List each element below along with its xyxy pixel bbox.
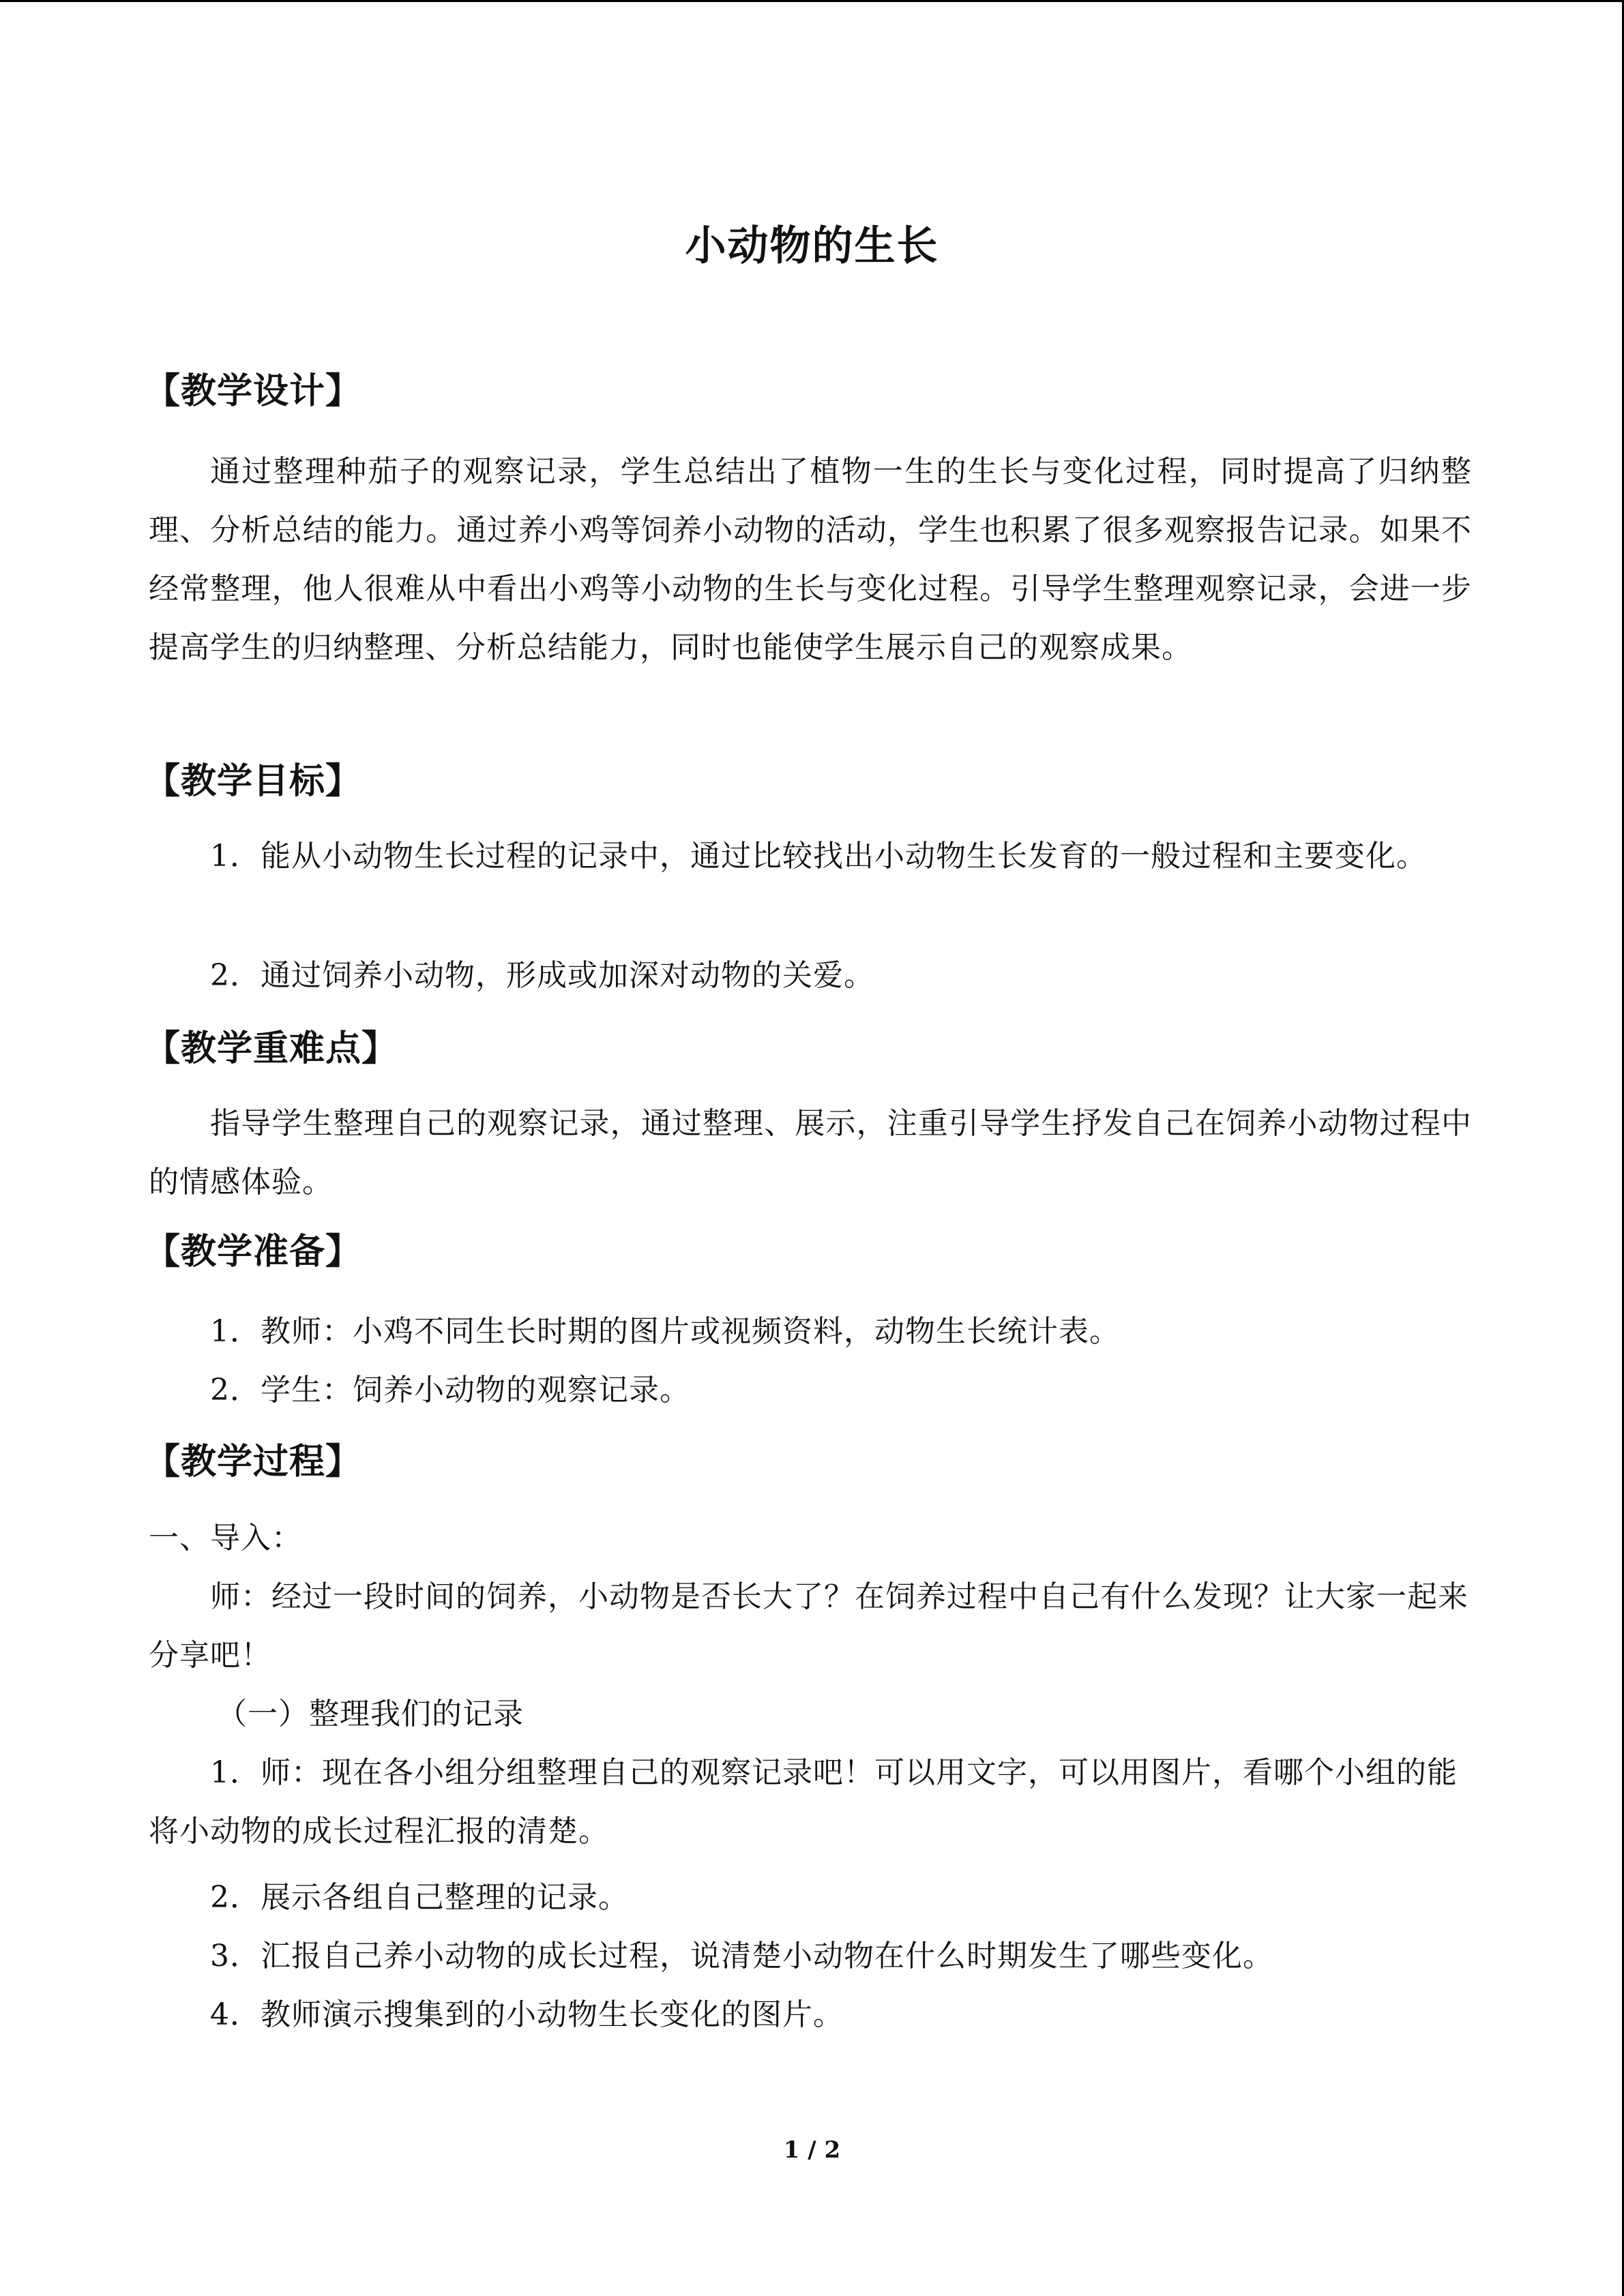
process-step-2: 2．展示各组自己整理的记录。 [210, 1880, 629, 1915]
heading-process: 【教学过程】 [145, 1442, 362, 1482]
goal-item-1: 1．能从小动物生长过程的记录中，通过比较找出小动物生长发育的一般过程和主要变化。 [210, 839, 1427, 874]
design-paragraph: 通过整理种茄子的观察记录，学生总结出了植物一生的生长与变化过程，同时提高了归纳整理、分析总结的能力。通过养小鸡等饲养小动物的活动，学生也积累了很多观察报告记录。如果不经常整理，他人很难从中看出小鸡等小动物的生长与变化过程。引导学生整理观察记录，会进一步提高学生的归纳整理、分析总结能力，同时也能使学生展示自己的观察成果。 [149, 454, 1472, 665]
process-step-1: 1．师：现在各小组分组整理自己的观察记录吧！可以用文字，可以用图片，看哪个小组的能将小动物的成长过程汇报的清楚。 [149, 1755, 1458, 1849]
page-title: 小动物的生长 [685, 222, 939, 270]
intro-label: 一、导入： [149, 1521, 302, 1555]
process-step-4: 4．教师演示搜集到的小动物生长变化的图片。 [210, 1997, 844, 2032]
key-points-paragraph: 指导学生整理自己的观察记录，通过整理、展示，注重引导学生抒发自己在饲养小动物过程中的情感体验。 [149, 1106, 1472, 1199]
teacher-intro: 师：经过一段时间的饲养，小动物是否长大了？在饲养过程中自己有什么发现？让大家一起来分享吧！ [149, 1579, 1468, 1673]
heading-teaching-design: 【教学设计】 [145, 371, 362, 412]
preparation-item-1: 1．教师：小鸡不同生长时期的图片或视频资料，动物生长统计表。 [210, 1314, 1120, 1349]
page-number: 1 / 2 [783, 2136, 841, 2164]
process-step-3: 3．汇报自己养小动物的成长过程，说清楚小动物在什么时期发生了哪些变化。 [210, 1939, 1273, 1973]
heading-preparation: 【教学准备】 [145, 1232, 362, 1272]
heading-key-points: 【教学重难点】 [145, 1028, 398, 1069]
heading-teaching-goals: 【教学目标】 [145, 761, 362, 802]
preparation-item-2: 2．学生：饲养小动物的观察记录。 [210, 1373, 690, 1407]
process-subheading: （一）整理我们的记录 [217, 1697, 524, 1731]
goal-item-2: 2．通过饲养小动物，形成或加深对动物的关爱。 [210, 958, 874, 993]
